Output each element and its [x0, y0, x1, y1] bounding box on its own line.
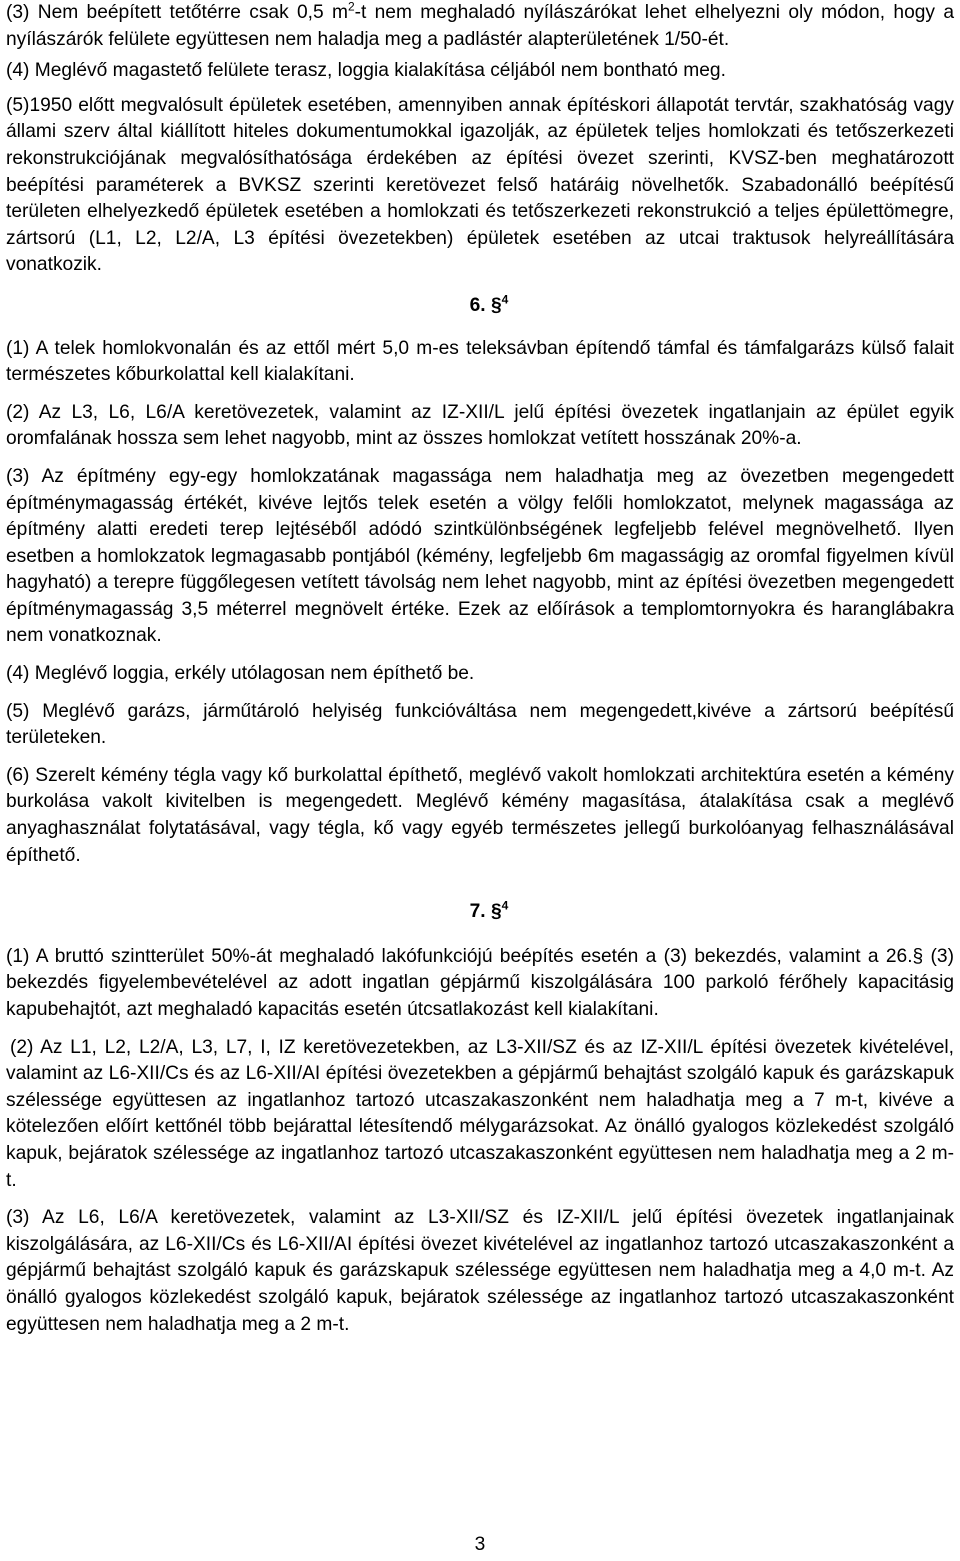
paragraph-5: (5)1950 előtt megvalósult épületek esetében, amennyiben annak építéskori állapotát tervtár, szakhatóság vagy állami szerv által kiállított hiteles dokumentumokkal igazolják, az épületek teljes homlokzati és tetőszerkezeti rekonstrukciójának megvalósíthatósága érdekében az építési övezet szerinti, KVSZ-ben meghatározott beépítési paraméterek a BVKSZ szerinti keretövezet felső határáig növelhetők. Szabadonálló beépítésű területen elhelyezkedő épületek esetében a homlokzati és tetőszerkezeti rekonstrukció a teljes épülettömegre, zártsorú (L1, L2, L2/A, L3 építési övezetekben) épületek esetében az utcai traktusok helyreállítására vonatkozik. [6, 94, 954, 276]
section-6-heading [6, 293, 954, 320]
section-7-title: 7. § [469, 901, 502, 923]
section-7-footnote-ref: 4 [501, 898, 509, 913]
paragraph-3-text-b: -t nem meghaladó nyílászárókat lehet elhelyezni oly módon, hogy a nyílászárók felülete együttesen nem haladja meg a padlástér alapterületének 1/50-ét. [6, 2, 954, 50]
section-6-paragraph-3: (3) Az építmény egy-egy homlokzatának magassága nem haladhatja meg az övezetben megengedett építménymagasság értékét, kivéve lejtős telek esetén a völgy felőli homlokzatot, melynek magassága az építmény alatti eredeti terep lejtéséből adódó szintkülönbségének legfeljebb felével megnövelhető. Ilyen esetben a homlokzatok legmagasabb pontjából (kémény, legfeljebb 6m magasságig az oromfal figyelmen kívül hagyható) a terepre függőlegesen vetített távolság nem lehet nagyobb, mint az építési övezetben megengedett építménymagasság 3,5 méterrel megnövelt értéke. Ezek az előírások a templomtornyokra és haranglábakra nem vonatkoznak. [6, 465, 954, 647]
section-6-paragraph-6: (6) Szerelt kémény tégla vagy kő burkolattal építhető, meglévő vakolt homlokzati architektúra esetén a kémény burkolása vakolt kivitelben is megengedett. Meglévő kémény magasítása, átalakítása csak a meglévő anyaghasználat folytatásával, vagy tégla, kő vagy egyéb természetes jellegű burkolóanyag felhasználásával építhető. [6, 764, 954, 866]
section-7-paragraph-2: (2) Az L1, L2, L2/A, L3, L7, I, IZ keretövezetekben, az L3-XII/SZ és az IZ-XII/L építési övezetek kivételével, valamint az L6-XII/Cs és az L6-XII/AI építési övezetekben a gépjármű behajtást szolgáló kapuk és garázskapuk szélessége együttesen az ingatlanhoz tartozó utcaszakaszonként nem haladhatja meg a 7 m-t, kivéve a kötelezően előírt kettőnél több bejárattal létesítendő mélygarázsokat. Az önálló gyalogos közlekedést szolgáló kapuk, bejáratok szélessége az ingatlanhoz tartozó utcaszakaszonként együttesen nem haladhatja meg a 2 m-t. [6, 1036, 954, 1191]
section-6-paragraph-4: (4) Meglévő loggia, erkély utólagosan nem építhető be. [6, 663, 475, 685]
superscript-2: 2 [347, 0, 355, 14]
section-7-heading [6, 899, 954, 926]
document-page [6, 0, 954, 1561]
section-7-paragraph-3: (3) Az L6, L6/A keretövezetek, valamint az L3-XII/SZ és IZ-XII/L jelű építési övezetek ingatlanjainak kiszolgálására, az L6-XII/Cs és L6-XII/AI építési övezet kivételével az ingatlanhoz tartozó utcaszakaszonként a gépjármű behajtást szolgáló kapuk és garázskapuk szélessége együttesen nem haladhatja meg a 4,0 m-t. Az önálló gyalogos közlekedést szolgáló kapuk, bejáratok szélessége az ingatlanhoz tartozó utcaszakaszonként együttesen nem haladhatja meg a 2 m-t. [6, 1207, 954, 1335]
paragraph-4: (4) Meglévő magastető felülete terasz, loggia kialakítása céljából nem bontható meg. [6, 60, 726, 82]
section-6-footnote-ref: 4 [501, 292, 509, 307]
paragraph-3 [6, 0, 954, 53]
section-6-title: 6. § [469, 294, 502, 316]
section-6-paragraph-1: (1) A telek homlokvonalán és az ettől mért 5,0 m-es teleksávban építendő támfal és támfalgarázs külső falait természetes kőburkolattal kell kialakítani. [6, 337, 954, 386]
page-number: 3 [474, 1534, 486, 1555]
paragraph-3-text-a: (3) Nem beépített tetőtérre csak 0,5 m [6, 2, 348, 23]
section-6-paragraph-5: (5) Meglévő garázs, járműtároló helyiség funkcióváltása nem megengedett,kivéve a zártsorú beépítésű területeken. [6, 700, 954, 749]
section-6-paragraph-2: (2) Az L3, L6, L6/A keretövezetek, valamint az IZ-XII/L jelű építési övezetek ingatlanjain az épület egyik oromfalának hossza sem lehet nagyobb, mint az összes homlokzat vetített hosszának 20%-a. [6, 401, 954, 450]
section-7-paragraph-1: (1) A bruttó szintterület 50%-át meghaladó lakófunkciójú beépítés esetén a (3) bekezdés, valamint a 26.§ (3) bekezdés figyelembevételével az adott ingatlan gépjármű kiszolgálására 100 parkoló férőhely kapacitásig kapubehajtót, azt meghaladó kapacitás esetén útcsatlakozást kell kialakítani. [6, 945, 954, 1020]
